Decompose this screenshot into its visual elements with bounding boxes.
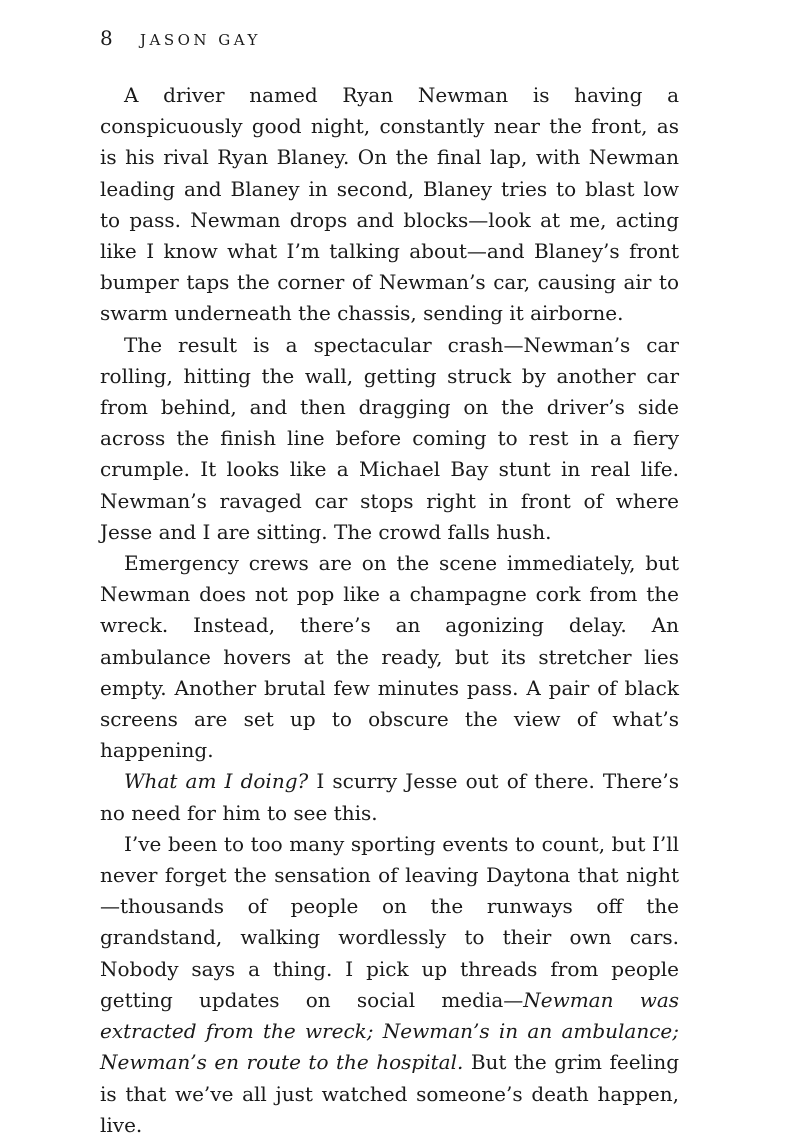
- author-name: JASON GAY: [140, 31, 261, 49]
- paragraph: [100, 548, 679, 766]
- page-number: 8: [100, 26, 113, 50]
- paragraph: [100, 80, 679, 330]
- paragraph: [100, 766, 679, 828]
- paragraph-text: The result is a spectacular crash—Newman’s car rolling, hitting the wall, getting struck by another car from behind, and then dragging on the driver’s side across the finish line before coming to rest in a fiery crumple. It looks like a Michael Bay stunt in real life. Newman’s ravaged car stops right in front of where Jesse and I are sitting. The crowd falls hush.: [100, 332, 679, 544]
- italic-thought: What am I doing?: [124, 769, 309, 794]
- body-text: [100, 80, 679, 1141]
- paragraph-text: I scurry Jesse out of there. There’s no need for him to see this.: [100, 769, 680, 825]
- paragraph-text: Emergency crews are on the scene immediately, but Newman does not pop like a champagne cork from the wreck. Instead, there’s an agonizing delay. An ambulance hovers at the ready, but its stretcher lies empty. Another brutal few minutes pass. A pair of black screens are set up to obscure the view of what’s happening.: [100, 551, 679, 763]
- running-head: [100, 22, 679, 54]
- paragraph-text: A driver named Ryan Newman is having a conspicuously good night, constantly near the front, as is his rival Ryan Blaney. On the final lap, with Newman leading and Blaney in second, Blaney tries to blast low to pass. Newman drops and blocks—look at me, acting like I know what I’m talking about—and Blaney’s front bumper taps the corner of Newman’s car, causing air to swarm underneath the chassis, sending it airborne.: [100, 83, 679, 326]
- paragraph-text: But the grim feeling is that we’ve all just watched someone’s death happen, live.: [100, 1050, 680, 1137]
- paragraph: [100, 330, 679, 548]
- paragraph: [100, 829, 679, 1141]
- book-page: [100, 22, 679, 1141]
- paragraph-text: I’ve been to too many sporting events to count, but I’ll never forget the sensation of leaving Daytona that night—thousands of people on the runways off the grandstand, walking wordlessly to their own cars. Nobody says a thing. I pick up threads from people getting updates on social media—: [100, 831, 679, 1012]
- italic-updates: Newman was extracted from the wreck; Newman’s in an ambulance; Newman’s en route to the hospital.: [100, 987, 680, 1075]
